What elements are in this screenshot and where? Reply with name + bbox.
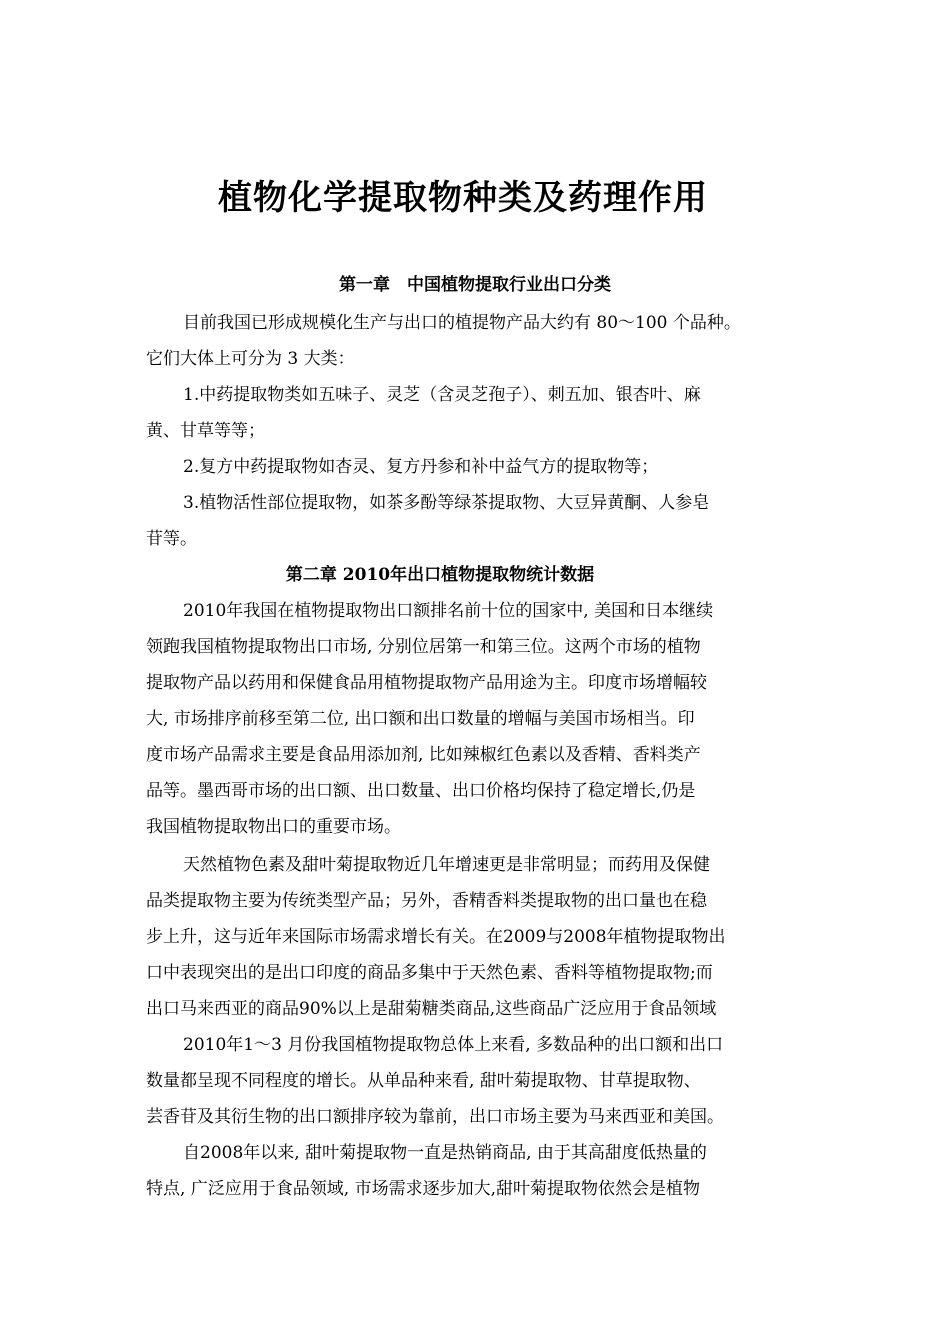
paragraph-line: 1.中药提取物类如五味子、灵芝（含灵芝孢子）、刺五加、银杏叶、麻 [183,385,701,405]
paragraph-line: 我国植物提取物出口的重要市场。 [146,817,401,837]
paragraph-line: 黄、甘草等等； [146,421,265,441]
chapter-1-heading: 第一章 中国植物提取行业出口分类 [339,275,611,295]
paragraph-line: 品等。墨西哥市场的出口额、出口数量、出口价格均保持了稳定增长,仍是 [146,781,696,801]
paragraph-line: 2010年我国在植物提取物出口额排名前十位的国家中, 美国和日本继续 [183,601,714,621]
paragraph-line: 数量都呈现不同程度的增长。从单品种来看, 甜叶菊提取物、甘草提取物、 [146,1071,701,1091]
paragraph-line: 芸香苷及其衍生物的出口额排序较为靠前，出口市场主要为马来西亚和美国。 [146,1107,724,1127]
chapter-2-heading: 第二章 2010年出口植物提取物统计数据 [285,565,595,585]
paragraph-line: 2010年1～3 月份我国植物提取物总体上来看, 多数品种的出口额和出口 [183,1035,724,1055]
paragraph-line: 2.复方中药提取物如杏灵、复方丹参和补中益气方的提取物等； [183,457,659,477]
paragraph-line: 步上升，这与近年来国际市场需求增长有关。在2009与2008年植物提取物出 [146,927,726,947]
paragraph-line: 苷等。 [146,529,197,549]
paragraph-line: 3.植物活性部位提取物，如茶多酚等绿茶提取物、大豆异黄酮、人参皂 [183,493,710,513]
paragraph-line: 品类提取物主要为传统类型产品；另外，香精香料类提取物的出口量也在稳 [146,891,707,911]
paragraph-line: 领跑我国植物提取物出口市场, 分别位居第一和第三位。这两个市场的植物 [146,637,701,657]
paragraph-line: 目前我国已形成规模化生产与出口的植提物产品大约有 80～100 个品种。 [183,313,741,333]
paragraph-line: 出口马来西亚的商品90%以上是甜菊糖类商品,这些商品广泛应用于食品领域 [146,999,717,1019]
document-title: 植物化学提取物种类及药理作用 [218,178,708,218]
paragraph-line: 自2008年以来, 甜叶菊提取物一直是热销商品, 由于其高甜度低热量的 [183,1143,707,1163]
paragraph-line: 提取物产品以药用和保健食品用植物提取物产品用途为主。印度市场增幅较 [146,673,707,693]
paragraph-line: 特点, 广泛应用于食品领域, 市场需求逐步加大,甜叶菊提取物依然会是植物 [146,1179,701,1199]
paragraph-line: 天然植物色素及甜叶菊提取物近几年增速更是非常明显；而药用及保健 [183,855,710,875]
paragraph-line: 度市场产品需求主要是食品用添加剂, 比如辣椒红色素以及香精、香料类产 [146,745,701,765]
paragraph-line: 大, 市场排序前移至第二位, 出口额和出口数量的增幅与美国市场相当。印 [146,709,695,729]
paragraph-line: 口中表现突出的是出口印度的商品多集中于天然色素、香料等植物提取物;而 [146,963,713,983]
paragraph-line: 它们大体上可分为 3 大类： [146,349,355,369]
